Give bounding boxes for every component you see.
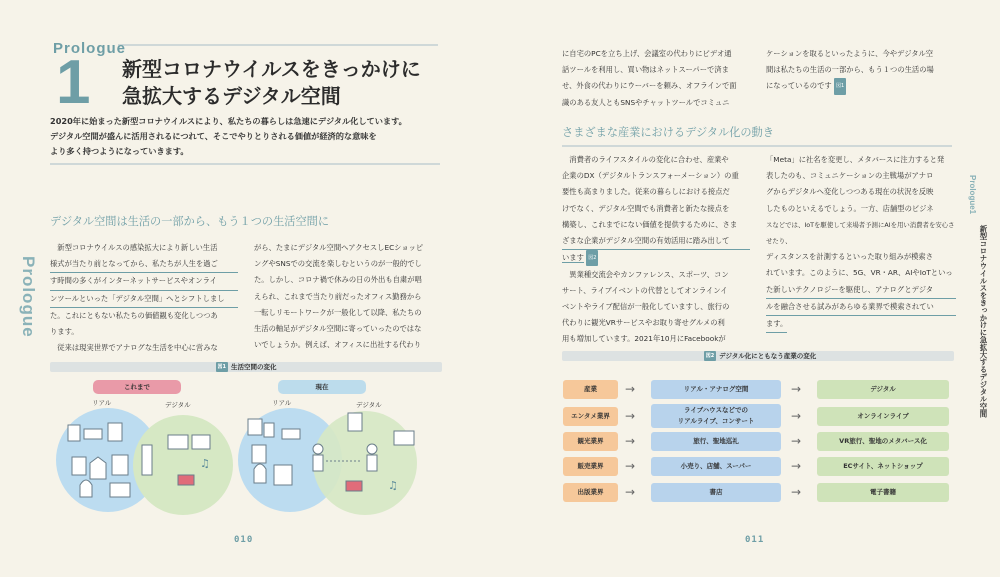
title-line-1: 新型コロナウイルスをきっかけに (122, 57, 421, 81)
text-line: 様式が当たり前となってから、私たちが人生を過ご (50, 256, 238, 273)
page-number-left: 010 (234, 535, 254, 545)
text-line: がら、たまにデジタル空間へアクセスしECショッピ (254, 243, 424, 252)
section-rule (50, 163, 440, 165)
body-column-3 (562, 46, 750, 111)
figure-ref-badge: 図1 (834, 78, 846, 94)
text-line: ンツールといった「デジタル空間」へとシフトしまし (50, 291, 238, 308)
section-rule-right (562, 145, 952, 147)
body-column-4 (766, 46, 956, 95)
text-line: に自宅のPCを立ち上げ、会議室の代わりにビデオ通 (562, 49, 732, 58)
text-line: 「Meta」に社名を変更し、メタバースに注力すると発 (766, 155, 945, 164)
arrow-icon: → (625, 409, 636, 423)
text-line: ディスタンスを計測するといった取り組みが模索さ (766, 252, 934, 262)
figure-badge: 図2 (705, 353, 715, 359)
text-line: 代わりに観光VRサービスやお取り寄せグルメの利 (562, 318, 725, 328)
text-line: 用も増加しています。2021年10月にFacebookが (562, 334, 726, 344)
title-rule (118, 44, 438, 46)
text-line: ります。 (50, 327, 79, 337)
text-line: 消費者のライフスタイルの変化に合わせ、産業や (562, 155, 729, 164)
table-cell-real: ライブハウスなどでの リアルライブ、コンサート (651, 404, 781, 428)
text-line: 構築し、これまでにない価値を提供するために、さま (562, 219, 738, 229)
table-cell-real: 書店 (651, 483, 781, 502)
table-cell-industry: 出版業界 (563, 483, 618, 502)
text-line: えられ、これまで当たり前だったオフィス勤務から (254, 291, 422, 301)
text-line: 一転しリモートワークが一般化して以降、私たちの (254, 307, 422, 317)
text-line: た。しかし、コロナ禍で休みの日の外出も自粛が唱 (254, 275, 422, 285)
digital-label-before: デジタル (165, 401, 191, 409)
text-line: た。これにともない私たちの価値観も変化しつつあ (50, 310, 218, 320)
arrow-icon: → (791, 485, 802, 499)
digital-label-after: デジタル (356, 401, 382, 409)
text-line: スなどでは、IoTを駆使して来場者予測にAIを用い消費者を安心させたり、 (766, 220, 955, 246)
table-cell-digital: VR旅行、聖地のメタバース化 (817, 432, 949, 451)
arrow-icon: → (791, 434, 802, 448)
arrow-icon: → (625, 434, 636, 448)
text-line: ます。 (766, 316, 787, 333)
figure-1-caption (186, 362, 306, 372)
table-cell-digital: オンラインライブ (817, 407, 949, 426)
figure-badge: 図1 (217, 364, 226, 370)
page-title (122, 56, 421, 110)
page-number-right: 011 (745, 535, 765, 545)
body-column-2 (254, 240, 442, 353)
table-cell-real: 小売り、店舗、スーパー (651, 457, 781, 476)
intro-line: より多く持つようになっていきます。 (50, 146, 189, 156)
text-line: 間は私たちの生活の一部から、もう１つの生活の場 (766, 65, 934, 75)
text-line: 表したのも、コミュニケーションの主戦場がアナロ (766, 171, 934, 181)
after-label: 現在 (278, 380, 366, 394)
vertical-title: 新型コロナウイルスをきっかけに急拡大するデジタル空間 (979, 225, 988, 418)
text-line: 異業種交流会やカンファレンス、スポーツ、コン (562, 269, 729, 279)
figure-ref-badge: 図2 (586, 250, 598, 266)
text-line: 識のある友人ともSNSやチャットツールでコミュニ (562, 97, 730, 107)
arrow-icon: → (791, 459, 802, 473)
text-line: いでしょうか。例えば、オフィスに出社する代わり (254, 340, 422, 350)
table-cell-real: 旅行、聖地巡礼 (651, 432, 781, 451)
arrow-icon: → (625, 485, 636, 499)
text-line: ケーションを取るといったように、今やデジタル空 (766, 49, 934, 58)
real-label-before: リアル (92, 399, 112, 407)
text-line: 企業のDX（デジタルトランスフォーメーション）の重 (562, 171, 739, 181)
table-cell-industry: 観光業界 (563, 432, 618, 451)
digital-circle-after (313, 411, 417, 515)
table-cell-digital: 電子書籍 (817, 483, 949, 502)
text-line: ルを融合させる試みがあらゆる業界で模索されてい (766, 299, 956, 316)
text-line: た新しいテクノロジーを駆使し、アナログとデジタ (766, 282, 956, 299)
text-line: れています。このように、5G、VR・AR、AIやIoTといっ (766, 268, 953, 278)
text-line: けでなく、デジタル空間でも消費者と新たな接点を (562, 203, 730, 213)
table-cell-industry: 販売業界 (563, 457, 618, 476)
title-line-2: 急拡大するデジタル空間 (122, 84, 341, 108)
svg-text:♫: ♫ (200, 457, 210, 470)
text-line: 要性も高まりました。従来の暮らしにおける接点だ (562, 187, 730, 197)
text-line: サート、ライブイベントの代替としてオンラインイ (562, 285, 728, 295)
arrow-icon: → (791, 382, 802, 396)
intro-line: デジタル空間が盛んに活用されるにつれて、そこでやりとりされる価値が経済的な意味を (50, 131, 377, 141)
intro-line: 2020年に始まった新型コロナウイルスにより、私たちの暮らしは急速にデジタル化しています。 (50, 116, 407, 126)
text-line: 話ツールを利用し、買い物はネットスーパーで済ま (562, 65, 729, 75)
table-cell-industry: エンタメ業界 (563, 407, 618, 426)
text-line: 新型コロナウイルスの感染拡大により新しい生活 (50, 243, 218, 252)
svg-text:♫: ♫ (388, 479, 398, 492)
text-line: ングやSNSでの交流を楽しむというのが一般的でし (254, 259, 422, 269)
body-column-6 (766, 152, 956, 333)
figure-title: 生活空間の変化 (230, 363, 277, 371)
real-label-after: リアル (272, 399, 292, 407)
table-cell-digital: ECサイト、ネットショップ (817, 457, 949, 476)
section-heading-right: さまざまな産業におけるデジタル化の動き (562, 126, 774, 139)
figure-2-caption (680, 351, 840, 361)
before-label: これまで (93, 380, 181, 394)
text-line: ベントやライブ配信が一般化していますし、旅行の (562, 301, 730, 311)
table-header-digital: デジタル (817, 380, 949, 399)
arrow-icon: → (625, 382, 636, 396)
text-line: います 図2 (562, 250, 750, 266)
table-header-industry: 産業 (563, 380, 618, 399)
vertical-prologue-label: Prologue (19, 256, 38, 338)
arrow-icon: → (791, 409, 802, 423)
body-column-1 (50, 240, 238, 356)
body-column-5 (562, 152, 750, 348)
vertical-chapter-label: Prologue1 (968, 175, 977, 215)
prologue-label: Prologue (53, 40, 127, 57)
text-line: ざまな企業がデジタル空間の有効活用に踏み出して (562, 233, 750, 250)
text-line: 生活の軸足がデジタル空間に寄っていったのではな (254, 324, 422, 334)
section-heading-left: デジタル空間は生活の一部から、もう１つの生活空間に (50, 215, 330, 228)
vertical-running-head (968, 175, 988, 435)
text-line: になっているのです 図1 (766, 78, 956, 94)
intro-text (50, 114, 440, 159)
table-header-real: リアル・アナログ空間 (651, 380, 781, 399)
chapter-number: 1 (56, 48, 91, 117)
text-line: す時間の多くがインターネットサービスやオンライ (50, 273, 238, 290)
living-space-diagram (50, 405, 442, 520)
text-line: 従来は現実世界でアナログな生活を中心に営みな (50, 343, 218, 353)
figure-title: デジタル化にともなう産業の変化 (719, 352, 817, 360)
text-line: したものといえるでしょう。一方、店舗型のビジネ (766, 203, 934, 213)
text-line: せ、外食の代わりにウーバーを頼み、オフラインで面 (562, 81, 737, 91)
arrow-icon: → (625, 459, 636, 473)
text-line: グからデジタルへ変化しつつある現在の状況を反映 (766, 187, 934, 197)
